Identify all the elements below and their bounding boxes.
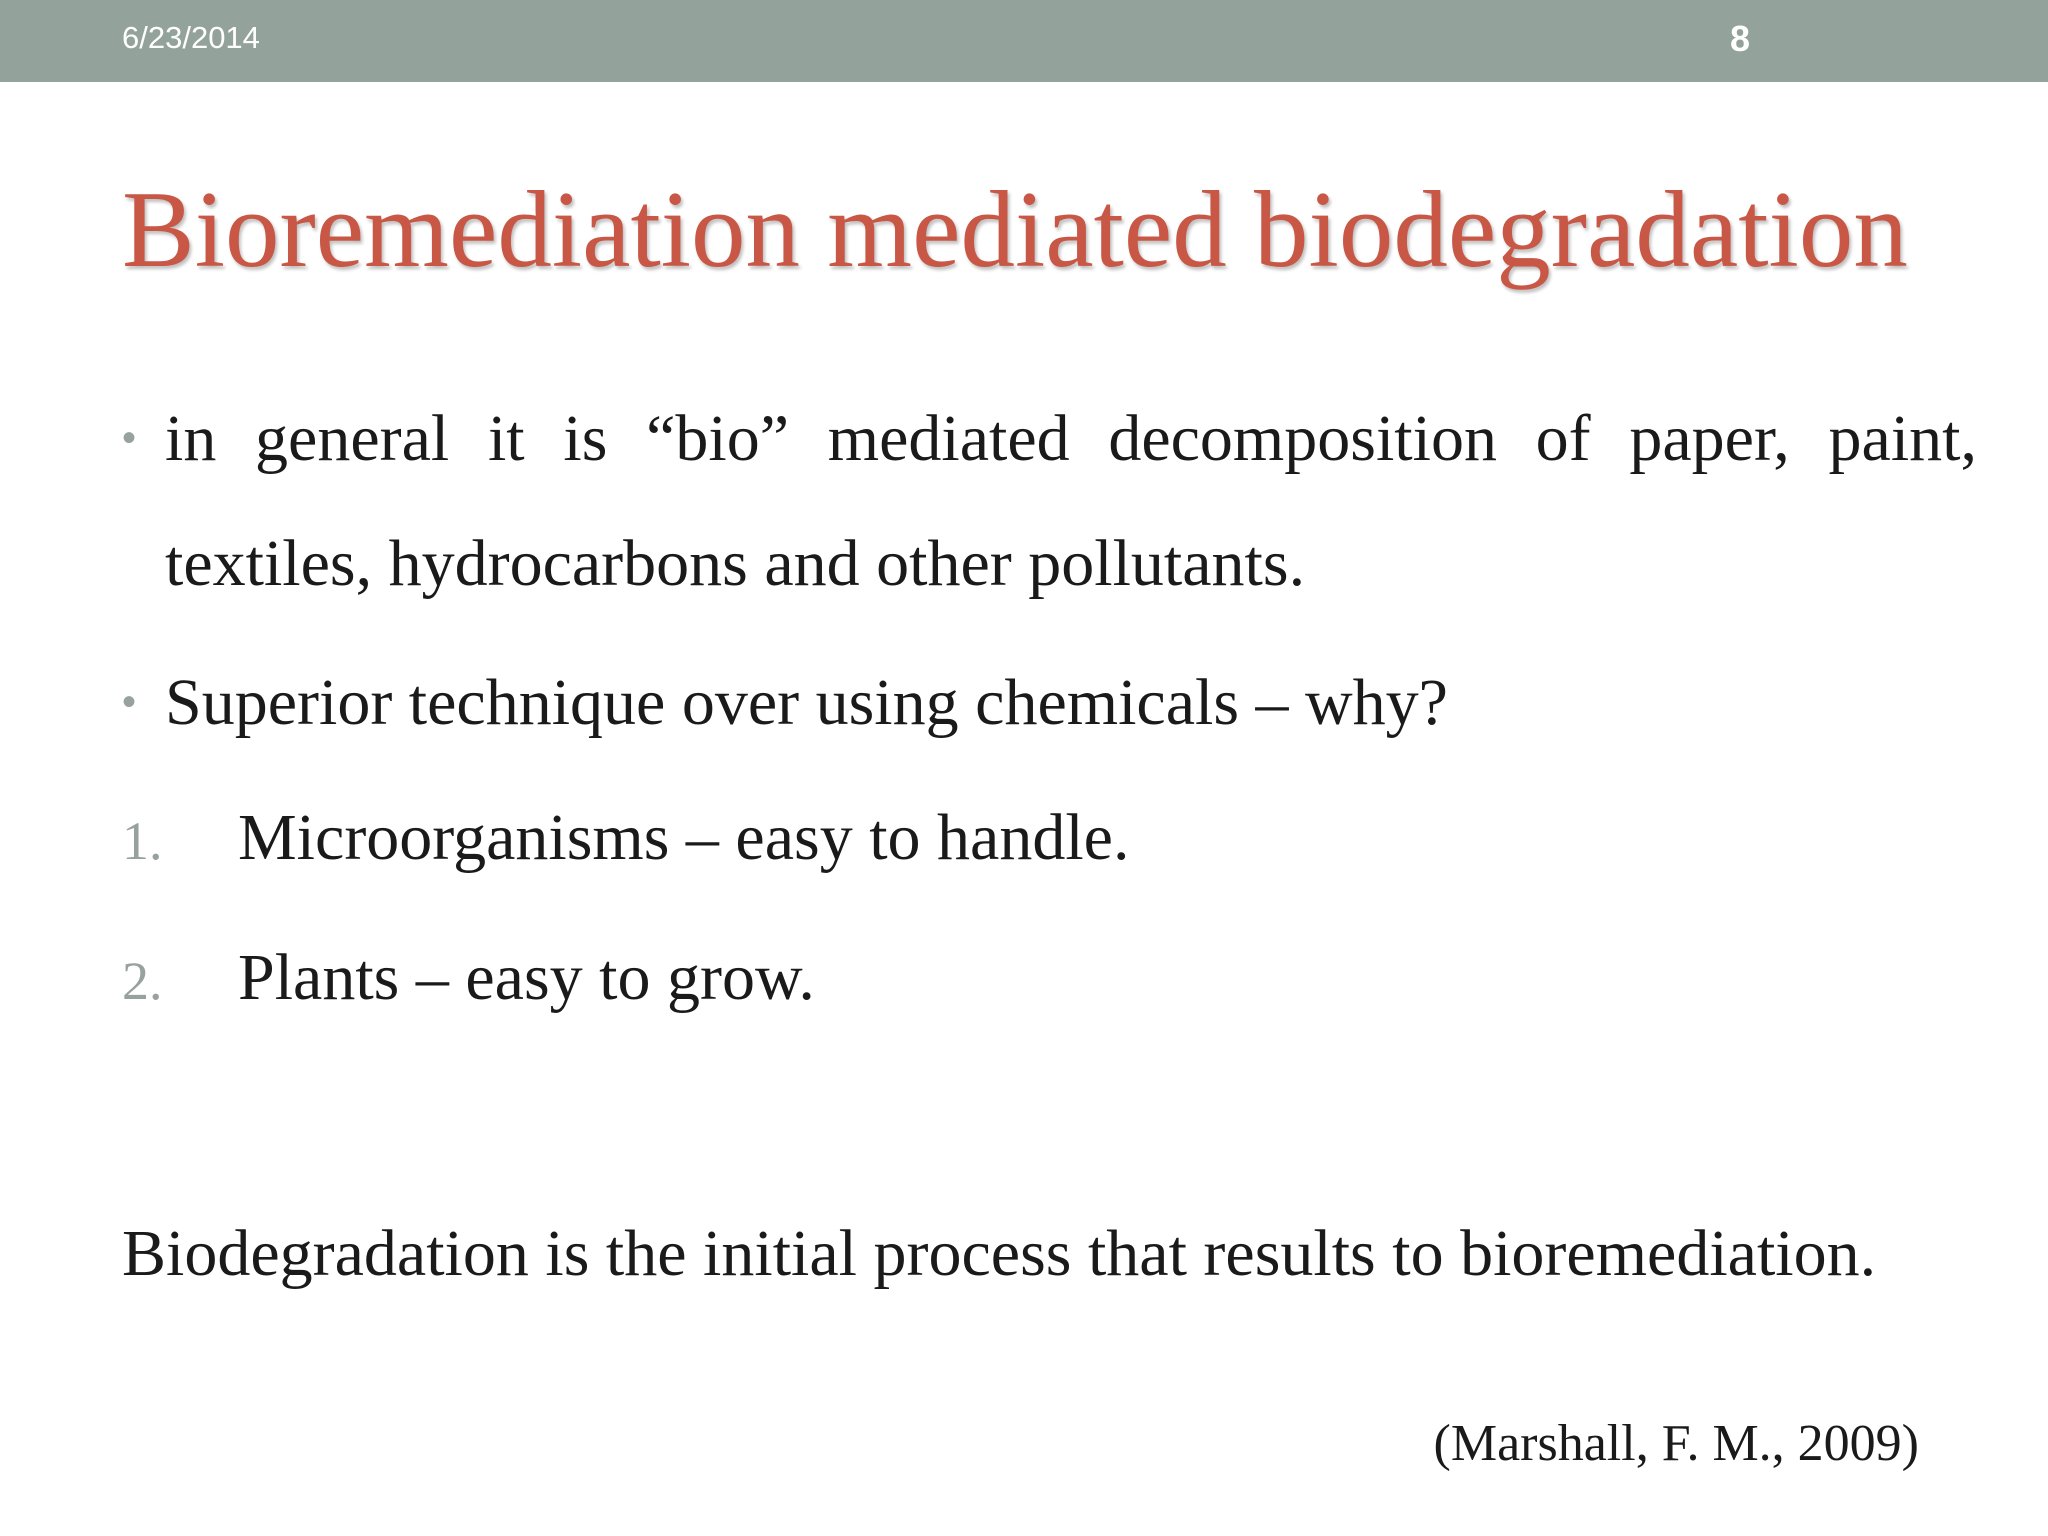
bullet-text: in general it is “bio” mediated decomposition of paper, paint, textiles, hydrocarbons and other pollutants. — [165, 402, 1977, 600]
bullet-marker: • — [122, 416, 137, 460]
summary-statement: Biodegradation is the initial process that results to bioremediation. — [122, 1217, 1877, 1290]
bullet-marker: • — [122, 680, 137, 724]
numbered-item-text: Microorganisms – easy to handle. — [238, 801, 1130, 874]
bullet-text: Superior technique over using chemicals – why? — [165, 666, 1448, 739]
slide-date: 6/23/2014 — [122, 20, 260, 55]
numbered-item-number: 2. — [122, 951, 163, 1011]
numbered-item-number: 1. — [122, 811, 163, 871]
header-bar — [0, 0, 2048, 82]
slide-page-number: 8 — [1729, 18, 1751, 59]
numbered-item — [122, 800, 1129, 876]
numbered-item-text: Plants – easy to grow. — [238, 941, 815, 1014]
bullet-item — [122, 376, 1977, 626]
bullet-item — [122, 640, 1977, 765]
citation: (Marshall, F. M., 2009) — [1433, 1415, 1919, 1472]
slide-title: Bioremediation mediated biodegradation — [122, 169, 1908, 290]
numbered-item — [122, 940, 815, 1016]
